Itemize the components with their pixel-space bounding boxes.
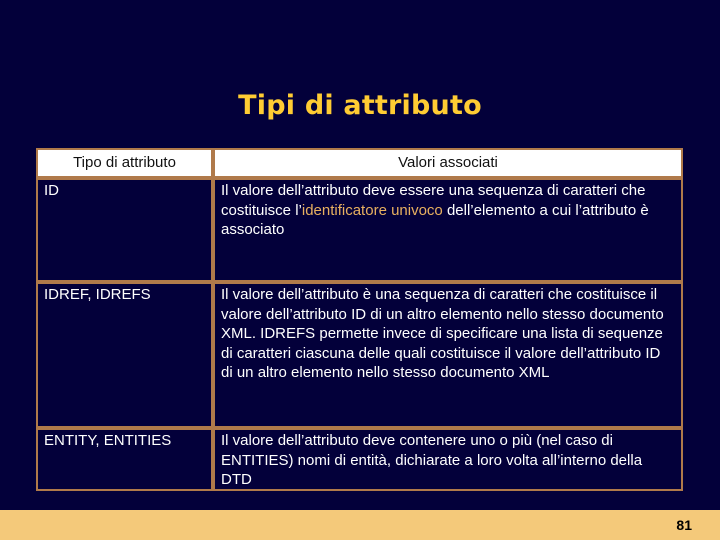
table-row-type bbox=[36, 428, 213, 491]
page-number: 81 bbox=[676, 517, 692, 533]
table-header-type: Tipo di attributo bbox=[36, 148, 213, 178]
row-value-text bbox=[215, 180, 681, 240]
row-value-text: Il valore dell’attributo è una sequenza di caratteri che costituisce il valore dell’attributo ID di un altro elemento nello stesso documento XML. IDREFS permette invece di specificare una lista di sequenze di caratteri ciascuna delle quali costituisce il valore dell’attributo ID di un altro elemento nello stesso documento XML bbox=[221, 286, 664, 381]
table-row-type bbox=[36, 178, 213, 282]
row-type-text: ID bbox=[44, 182, 59, 199]
row-type-text: IDREF, IDREFS bbox=[44, 286, 151, 303]
table-row-value bbox=[213, 428, 683, 491]
attribute-types-table bbox=[36, 148, 683, 491]
table-header-values: Valori associati bbox=[213, 148, 683, 178]
footer-bar bbox=[0, 510, 720, 540]
table-row-value bbox=[213, 178, 683, 282]
value-text-part: Il valore dell’attributo deve essere una sequenza di caratteri che costituisce l’ bbox=[221, 182, 646, 219]
slide-title: Tipi di attributo bbox=[238, 90, 482, 121]
value-text-part: dell’elemento a cui l’attributo è associato bbox=[221, 201, 649, 238]
row-value-text: Il valore dell’attributo deve contenere uno o più (nel caso di ENTITIES) nomi di entità, dichiarate a loro volta all’interno della DTD bbox=[221, 432, 643, 488]
row-type-text: ENTITY, ENTITIES bbox=[44, 432, 172, 449]
table-row-type bbox=[36, 282, 213, 428]
table-row-value bbox=[213, 282, 683, 428]
highlighted-term: identificatore univoco bbox=[301, 201, 443, 219]
